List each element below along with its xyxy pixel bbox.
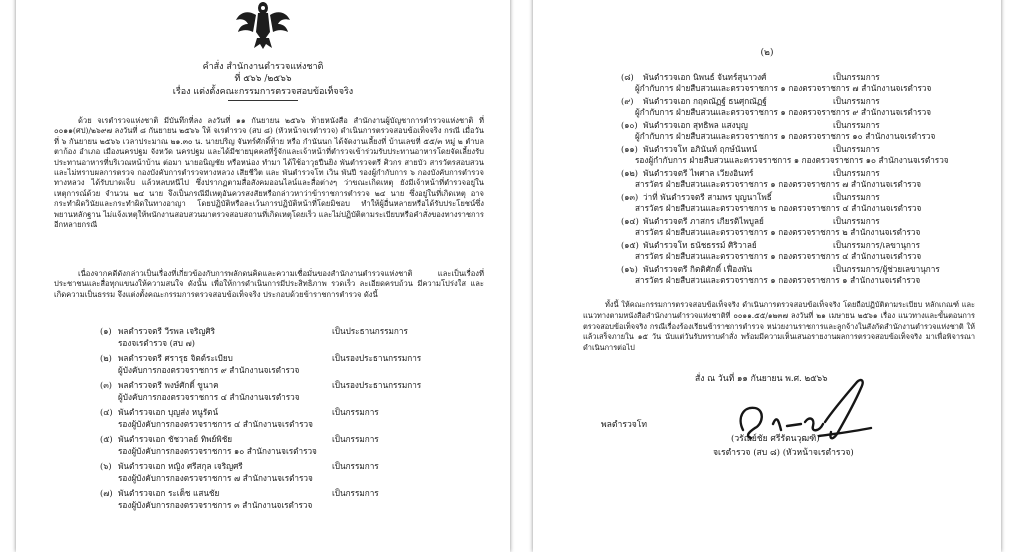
member-title: ผู้กำกับการ ฝ่ายสืบสวนและตรวจราชการ ๑ กองตรวจราชการ ๑๐ สำนักงานจเรตำรวจ [635,131,936,141]
member-number: (๑๑) [621,144,638,154]
member-name: พันตำรวจเอก กฤตณัฏฐ์ ธนศุกณัฏฐ์ [643,96,767,106]
member-title: ผู้บังคับการกองตรวจราชการ ๔ สำนักงานจเรตำรวจ [118,392,300,402]
member-role: เป็นกรรมการ [833,216,880,226]
member-title: สารวัตร ฝ่ายสืบสวนและตรวจราชการ ๒ กองตรวจราชการ ๔ สำนักงานจเรตำรวจ [635,203,922,213]
member-role: เป็นกรรมการ [833,144,880,154]
member-role: เป็นกรรมการ [332,461,379,471]
member-number: (๑๔) [621,216,639,226]
member-title: รองจเรตำรวจ (สบ ๗) [118,338,195,348]
member-name: พันตำรวจเอก นิพนธ์ จันทร์สุนาวงศ์ [643,72,767,82]
member-title: สารวัตร ฝ่ายสืบสวนและตรวจราชการ ๑ กองตรวจราชการ ๒ สำนักงานจเรตำรวจ [635,227,921,237]
member-title: ผู้กำกับการ ฝ่ายสืบสวนและตรวจราชการ ๑ กองตรวจราชการ ๙ สำนักงานจเรตำรวจ [635,107,932,117]
member-role: เป็นกรรมการ [833,120,880,130]
member-role: เป็นกรรมการ [332,407,379,417]
member-role: เป็นกรรมการ [332,434,379,444]
member-number: (๗) [100,488,113,498]
member-name: พันตำรวจเอก บุญส่ง หนูรัตน์ [118,407,219,417]
member-number: (๕) [100,434,113,444]
member-number: (๔) [100,407,113,417]
member-title: รองผู้บังคับการกองตรวจราชการ ๑๐ สำนักงานจเรตำรวจ [118,446,317,456]
member-name: พลตำรวจตรี วีรพล เจริญศิริ [118,326,216,336]
order-paragraph-2: เนื่องจากคดีดังกล่าวเป็นเรื่องที่เกี่ยวข้องกับการพลักดนคิดและความเชื่อมั่นของสำนักงานตำรวจแห่งชาติ และเป็นเรื่องที่ประชาชนและสื่อทุกแขนงให้ความสนใจ ดังนั้น เพื่อให้การดำเนินการมีประสิทธิภาพ รวดเร็ว ละเอียดครบถ้วน มีความโปร่งใส และเกิดความเป็นธรรม จึงแต่งตั้งคณะกรรมการตรวจสอบข้อเท็จจริง ประกอบด้วยข้าราชการตำรวจ ดังนี้ [54,269,484,299]
page-number: (๒) [760,48,774,58]
member-name: พันตำรวจโท ธนัชธรรม์ ศิริวาลย์ [643,240,757,250]
member-title: ผู้บังคับการกองตรวจราชการ ๙ สำนักงานจเรตำรวจ [118,365,300,375]
member-role: เป็นกรรมการ [833,192,880,202]
order-subject: เรื่อง แต่งตั้งคณะกรรมการตรวจสอบข้อเท็จจริง [172,87,354,97]
member-number: (๑๕) [621,240,639,250]
member-role: เป็นรองประธานกรรมการ [332,353,422,363]
document-page-1 [16,0,510,552]
signer-name: (วรัณย์ชัย ศรีรัตนวุฒฑิ) [731,434,820,444]
closing-paragraph: ทั้งนี้ ให้คณะกรรมการตรวจสอบข้อเท็จจริง ดำเนินการตรวจสอบข้อเท็จจริง โดยถือปฏิบัติตามระเบียบ หลักเกณฑ์ และแนวทางตามหนังสือสำนักงานตำรวจแห่งชาติที่ ๐๐๑๑.๕๕/๑๒๓๗ ลงวันที่ ๒๑ เมษายน ๒๕๖๑ เรื่อง แนวทางและขั้นตอนการตรวจสอบข้อเท็จจริง กรณีเรื่องร้องเรียนข้าราชการตำรวจ หน่วยงานราชการและลูกจ้างในสังกัดสำนักงานตำรวจแห่งชาติ ให้แล้วเสร็จภายใน ๑๕ วัน นับแต่วันรับทราบคำสั่ง พร้อมมีความเห็นเสนอรายงานผลการตรวจสอบข้อเท็จจริง มาเพื่อพิจารณาดำเนินการต่อไป [583,300,975,353]
member-name: พันตำรวจเอก สุทธิพล แสงบุญ [643,120,748,130]
signer-rank: พลตำรวจโท [601,420,648,430]
member-title: รองผู้กำกับการ ฝ่ายสืบสวนและตรวจราชการ ๑ กองตรวจราชการ ๑๐ สำนักงานจเรตำรวจ [635,155,949,165]
member-title: รองผู้บังคับการกองตรวจราชการ ๓ สำนักงานจเรตำรวจ [118,500,313,510]
member-number: (๑๐) [621,120,638,130]
member-name: พันตำรวจเอก ระเด็ช แสนชัย [118,488,220,498]
member-role: เป็นกรรมการ/เลขานุการ [833,240,921,250]
member-title: รองผู้บังคับการกองตรวจราชการ ๗ สำนักงานจเรตำรวจ [118,473,313,483]
member-number: (๓) [100,380,112,390]
member-title: สารวัตร ฝ่ายสืบสวนและตรวจราชการ ๑ กองตรวจราชการ ๑ สำนักงานจเรตำรวจ [635,275,921,285]
member-role: เป็นรองประธานกรรมการ [332,380,422,390]
member-name: พันตำรวจตรี ภาสกร เกียรติไพบูลย์ [643,216,764,226]
order-issuer: คำสั่ง สำนักงานตำรวจแห่งชาติ [202,62,324,72]
member-number: (๑๒) [621,168,638,178]
member-role: เป็นกรรมการ/ผู้ช่วยเลขานุการ [833,264,940,274]
member-name: พันตำรวจเอก ชัชวาลย์ ทิพย์พิชัย [118,434,233,444]
member-role: เป็นประธานกรรมการ [332,326,408,336]
member-name: พันตำรวจเอก หญิง ศรีสกุล เจริญศรี [118,461,243,471]
member-number: (๑๖) [621,264,638,274]
member-role: เป็นกรรมการ [833,168,880,178]
member-number: (๙) [621,96,634,106]
member-role: เป็นกรรมการ [833,96,880,106]
member-number: (๒) [100,353,112,363]
member-role: เป็นกรรมการ [332,488,379,498]
order-date: สั่ง ณ วันที่ ๑๑ กันยายน พ.ศ. ๒๕๖๖ [695,374,828,384]
member-title: สารวัตร ฝ่ายสืบสวนและตรวจราชการ ๑ กองตรวจราชการ ๔ สำนักงานจเรตำรวจ [635,251,922,261]
member-name: พันตำรวจตรี กิตติศักดิ์ เฟื่องพัน [643,264,753,274]
member-name: พันตำรวจโท อภินันท์ ฤกษ์นันทน์ [643,144,758,154]
title-divider [228,100,298,101]
order-paragraph-1: ด้วย จเรตำรวจแห่งชาติ มีบันทึกที่ลง ลงวันที่ ๑๑ กันยายน ๒๕๖๖ ท้ายหนังสือ สำนักงานผู้บัญชาการตำรวจแห่งชาติ ที่ ๐๐๑๑(ศป)/๒๖๙๗ ลงวันที่ ๘ กันยายน ๒๕๖๖ ให้ จเรตำรวจ (สบ ๘) (หัวหน้าจเรตำรวจ) ดำเนินการตรวจสอบข้อเท็จจริง กรณี เมื่อวันที่ ๖ กันยายน ๒๕๖๖ เวลาประมาณ ๒๑.๓๐ น. นายปริญ จันทร์ศักดิ์ท้าย หรือ กำนันนก ได้จัดงานเลี้ยงที่ บ้านเลขที่ ๕๕/๓ หมู่ ๒ ตำบล ตาก้อง อำเภอ เมืองนครปฐม จังหวัด นครปฐม และได้มีชายบุคคลที่รู้จักและเจ้าหน้าที่ตำรวจเข้าร่วมรับประทานอาหารโดยจัดเลี้ยงรับประทานอาหารที่บริเวณหน้าบ้าน ต่อมา นายอนิญชัย หรือหน่อง ทำมา ได้ใช้อาวุธปืนยิง พันตำรวจตรี ศิวกร สายบัว สารวัตรสอบสวน และไม่ทราบผลการตรวจ กองบังคับการตำรวจทางหลวง เสียชีวิต และ พันตำรวจโท เวิน พันปี รองผู้กำกับการ ๖ กองบังคับการตำรวจทางหลวง ได้รับบาดเจ็บ แล้วหลบหนีไป ซึ่งปรากฏตามสื่อสังคมออนไลน์และสื่อต่างๆ ว่าขณะเกิดเหตุ ยังมีเจ้าหน้าที่ตำรวจอยู่ในเหตุการณ์ด้วย จำนวน ๒๔ นาย จึงเป็นกรณีมีเหตุอันควรสงสัยหรือกล่าวหาว่าข้าราชการตำรวจ ๒๔ นาย ซึ่งอยู่ในที่เกิดเหตุ อาจกระทำผิดวินัยและกระทำผิดในทางอาญา โดยปฏิบัติหรือละเว้นการปฏิบัติหน้าที่โดยมิชอบ ทำให้ผู้อื่นหลายหรือได้รับประโยชน์ซึ่งพยานหลักฐาน ไม่แจ้งเหตุให้พนักงานสอบสวนมาตรวจสอบสถานที่เกิดเหตุโดยเร็ว และไม่ปฏิบัติตามระเบียบหรือคำสั่งของทางราชการอีกหลายกรณี [54,116,484,230]
member-title: รองผู้บังคับการกองตรวจราชการ ๔ สำนักงานจเรตำรวจ [118,419,313,429]
member-number: (๑๓) [621,192,639,202]
member-number: (๑) [100,326,112,336]
member-name: พลตำรวจตรี ศรารุธ จิตต์ระเบียบ [118,353,233,363]
member-number: (๖) [100,461,112,471]
member-title: ผู้กำกับการ ฝ่ายสืบสวนและตรวจราชการ ๑ กองตรวจราชการ ๗ สำนักงานจเรตำรวจ [635,83,932,93]
member-role: เป็นกรรมการ [833,72,880,82]
member-number: (๘) [621,72,634,82]
garuda-emblem-icon [234,0,292,50]
order-number: ที่ ๕๖๖ /๒๕๖๖ [234,74,292,84]
member-name: พันตำรวจตรี ไพศาล เวียงอินทร์ [643,168,754,178]
member-title: สารวัตร ฝ่ายสืบสวนและตรวจราชการ ๑ กองตรวจราชการ ๗ สำนักงานจเรตำรวจ [635,179,922,189]
member-name: พลตำรวจตรี พงษ์ศักดิ์ ขูนาค [118,380,219,390]
document-page-2 [533,0,1001,552]
signer-position: จเรตำรวจ (สบ ๘) (หัวหน้าจเรตำรวจ) [713,448,854,458]
member-name: ว่าที่ พันตำรวจตรี สามพร บุญนาโพธิ์ [643,192,772,202]
